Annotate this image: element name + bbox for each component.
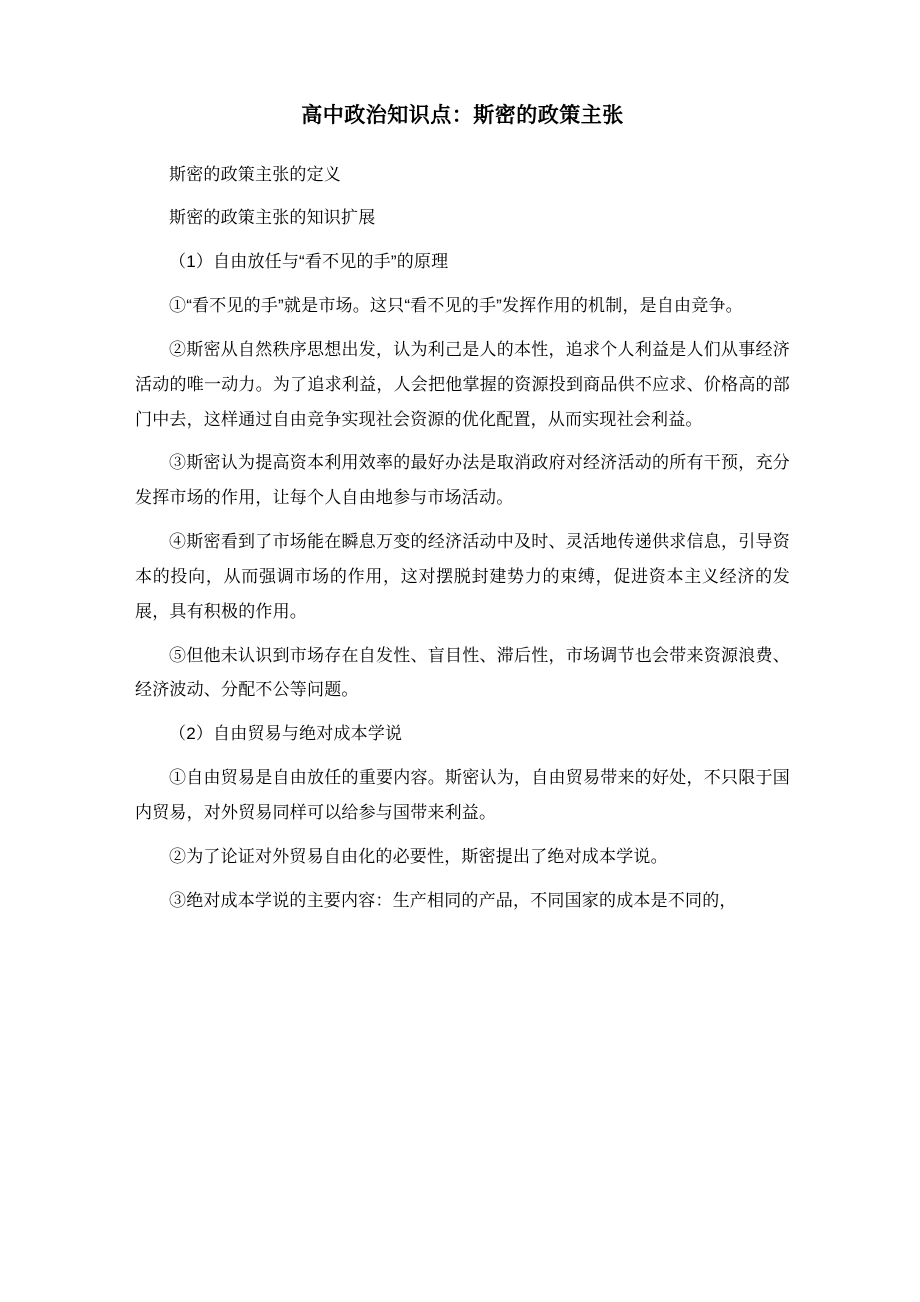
paragraph-section-1: （1）自由放任与“看不见的手”的原理 <box>169 252 449 272</box>
paragraph-item-1-3: ③斯密认为提高资本利用效率的最好办法是取消政府对经济活动的所有干预，充分发挥市场的作用，让每个人自由地参与市场活动。 <box>135 453 790 508</box>
document-body <box>135 158 790 919</box>
page-title: 高中政治知识点：斯密的政策主张 <box>301 104 624 127</box>
paragraph-item-1-2: ②斯密从自然秩序思想出发，认为利己是人的本性，追求个人利益是人们从事经济活动的唯一动力。为了追求利益，人会把他掌握的资源投到商品供不应求、价格高的部门中去，这样通过自由竞争实现社会资源的优化配置，从而实现社会利益。 <box>135 339 790 429</box>
paragraph-item-2-2: ②为了论证对外贸易自由化的必要性，斯密提出了绝对成本学说。 <box>169 846 668 866</box>
paragraph-item-1-5: ⑤但他未认识到市场存在自发性、盲目性、滞后性，市场调节也会带来资源浪费、经济波动、分配不公等问题。 <box>135 645 790 700</box>
paragraph-item-1-1: ①“看不见的手”就是市场。这只“看不见的手”发挥作用的机制，是自由竞争。 <box>169 296 743 316</box>
paragraph-extension: 斯密的政策主张的知识扩展 <box>169 208 376 228</box>
paragraph-section-2: （2）自由贸易与绝对成本学说 <box>169 724 403 744</box>
paragraph-item-1-4: ④斯密看到了市场能在瞬息万变的经济活动中及时、灵活地传递供求信息，引导资本的投向，从而强调市场的作用，这对摆脱封建势力的束缚，促进资本主义经济的发展，具有积极的作用。 <box>135 532 790 621</box>
paragraph-item-2-1: ①自由贸易是自由放任的重要内容。斯密认为，自由贸易带来的好处，不只限于国内贸易，对外贸易同样可以给参与国带来利益。 <box>135 768 790 822</box>
paragraph-definition: 斯密的政策主张的定义 <box>169 164 341 184</box>
paragraph-item-2-3: ③绝对成本学说的主要内容：生产相同的产品，不同国家的成本是不同的， <box>169 890 737 910</box>
